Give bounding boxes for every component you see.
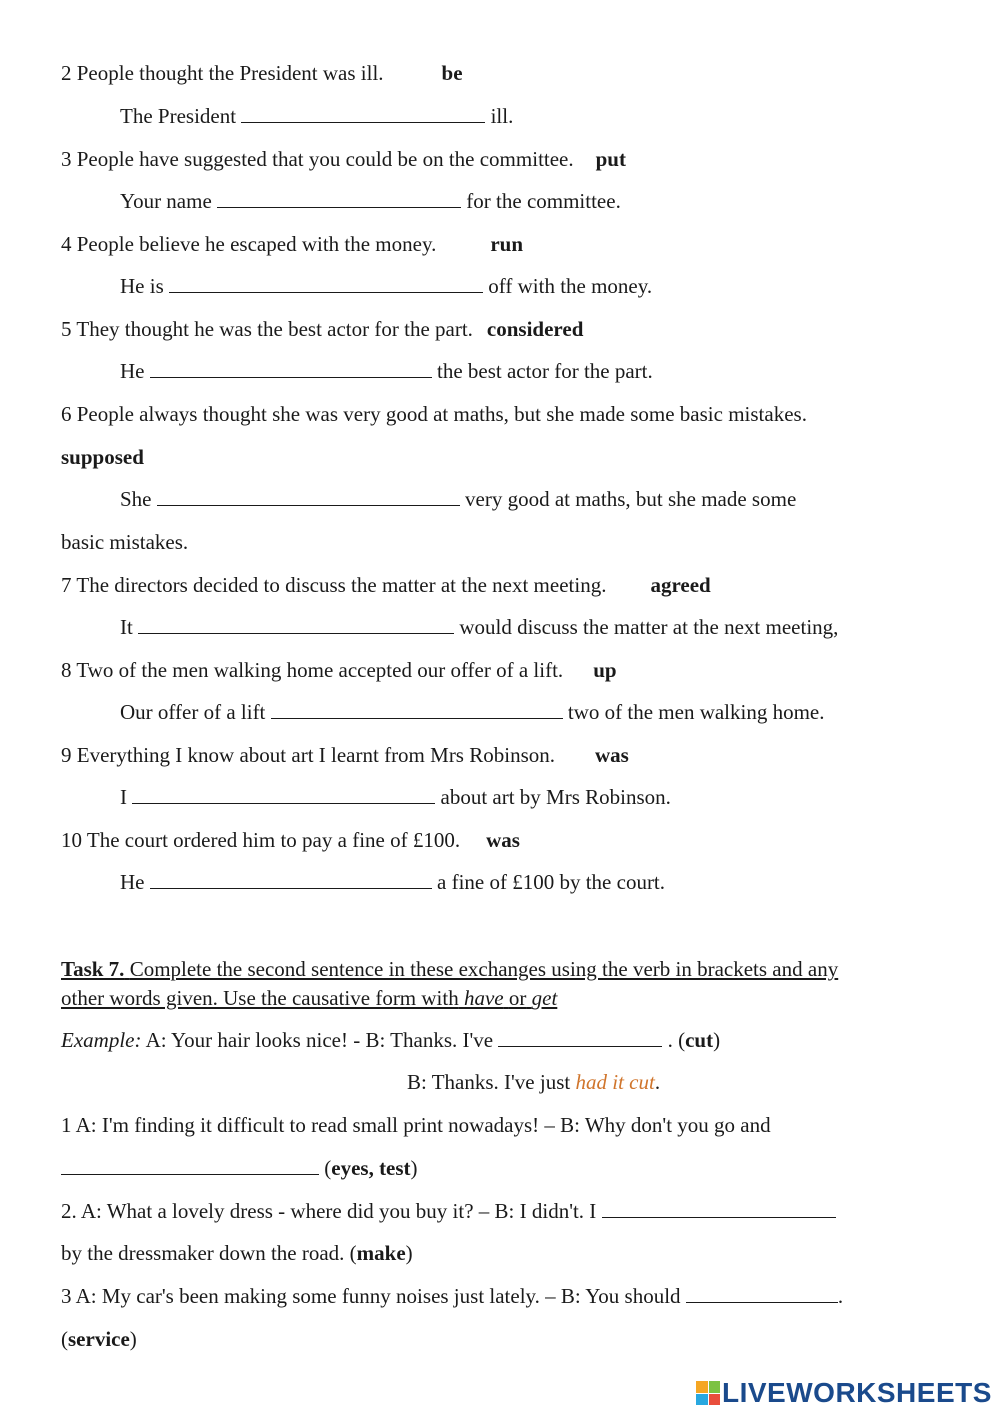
item-5-keyword: considered [486, 317, 584, 341]
liveworksheets-logo-icon [696, 1381, 720, 1405]
item-8-keyword: up [593, 658, 617, 682]
item-5-rewrite: He the best actor for the part. [120, 359, 653, 383]
example-label: Example: [61, 1028, 142, 1052]
item-7-answer-blank[interactable] [138, 615, 454, 634]
item-9-keyword: was [595, 743, 629, 767]
item-6-answer-blank[interactable] [157, 487, 460, 506]
item-4-prompt: 4 People believe he escaped with the money. run [61, 232, 524, 256]
task7-label: Task 7. [61, 957, 125, 981]
item-9-prompt: 9 Everything I know about art I learnt from Mrs Robinson. was [61, 743, 629, 767]
q2-answer-blank[interactable] [602, 1199, 836, 1218]
item-6-prompt: 6 People always thought she was very good at maths, but she made some basic mistakes. [61, 402, 807, 426]
item-10-prompt: 10 The court ordered him to pay a fine of £100. was [61, 828, 520, 852]
item-2-rewrite: The President ill. [120, 104, 514, 128]
task7-q2-prompt: 2. A: What a lovely dress - where did you buy it? – B: I didn't. I [61, 1198, 836, 1224]
example-answer-text: had it cut [575, 1070, 655, 1094]
item-3-prompt: 3 People have suggested that you could be on the committee. put [61, 147, 626, 171]
task7-q1-prompt: 1 A: I'm finding it difficult to read small print nowadays! – B: Why don't you go and [61, 1113, 771, 1137]
item-5-answer-blank[interactable] [150, 359, 432, 378]
item-3-answer-blank[interactable] [217, 189, 461, 208]
item-6-rewrite-cont: basic mistakes. [61, 530, 189, 554]
task7-q2-cont: by the dressmaker down the road. (make) [61, 1241, 413, 1265]
item-3-rewrite: Your name for the committee. [120, 189, 621, 213]
item-10-keyword: was [486, 828, 520, 852]
task7-q3-prompt: 3 A: My car's been making some funny noises just lately. – B: You should . [61, 1284, 844, 1308]
q1-answer-blank[interactable] [61, 1156, 319, 1175]
item-3-keyword: put [595, 147, 626, 171]
task7-instruction-line2: other words given. Use the causative form with have or get [61, 986, 558, 1010]
liveworksheets-logo [696, 1378, 992, 1408]
example-blank [498, 1028, 662, 1047]
task7-q1-answer-line: (eyes, test) [61, 1155, 418, 1181]
item-2-keyword: be [441, 61, 463, 85]
item-2-prompt: 2 People thought the President was ill. be [61, 61, 463, 85]
item-8-rewrite: Our offer of a lift two of the men walking home. [120, 700, 825, 724]
task7-q3-cont: (service) [61, 1327, 137, 1351]
item-4-rewrite: He is off with the money. [120, 274, 653, 298]
item-7-prompt: 7 The directors decided to discuss the matter at the next meeting. agreed [61, 573, 711, 597]
item-6-rewrite: She very good at maths, but she made some [120, 487, 797, 511]
item-7-keyword: agreed [650, 573, 711, 597]
item-10-rewrite: He a fine of £100 by the court. [120, 870, 666, 894]
item-8-answer-blank[interactable] [271, 700, 563, 719]
task7-example: Example: A: Your hair looks nice! - B: Thanks. I've . (cut) [61, 1028, 721, 1052]
liveworksheets-logo-text: LIVEWORKSHEETS [722, 1377, 992, 1408]
task7-instruction-line1: Task 7. Complete the second sentence in these exchanges using the verb in brackets and any [61, 957, 839, 981]
item-2-answer-blank[interactable] [241, 104, 485, 123]
item-9-rewrite: I about art by Mrs Robinson. [120, 785, 671, 809]
item-4-answer-blank[interactable] [169, 274, 483, 293]
item-4-keyword: run [490, 232, 524, 256]
item-6-keyword: supposed [61, 445, 144, 469]
item-8-prompt: 8 Two of the men walking home accepted our offer of a lift. up [61, 658, 617, 682]
item-10-answer-blank[interactable] [150, 870, 432, 889]
q3-answer-blank[interactable] [686, 1284, 838, 1303]
task7-example-answer: B: Thanks. I've just had it cut. [407, 1070, 661, 1094]
item-9-answer-blank[interactable] [132, 785, 435, 804]
item-5-prompt: 5 They thought he was the best actor for the part. considered [61, 317, 584, 341]
item-7-rewrite: It would discuss the matter at the next meeting, [120, 615, 839, 639]
